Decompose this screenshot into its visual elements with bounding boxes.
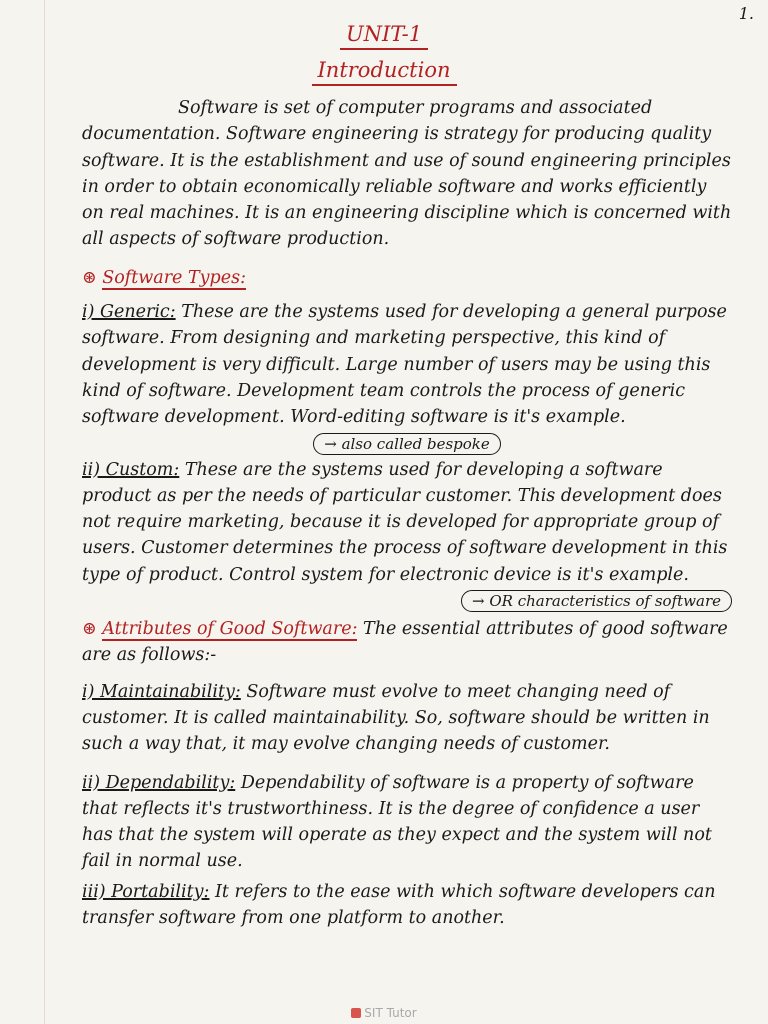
dependability-paragraph bbox=[82, 770, 732, 875]
margin-line bbox=[44, 0, 45, 1024]
custom-label: ii) Custom: bbox=[82, 459, 180, 480]
generic-label: i) Generic: bbox=[82, 302, 176, 323]
page-number: 1. bbox=[738, 4, 754, 23]
generic-paragraph bbox=[82, 299, 732, 430]
attributes-intro: The essential attributes of good software are as follows:- bbox=[82, 619, 728, 666]
maintainability-paragraph bbox=[82, 679, 732, 758]
portability-label: iii) Portability: bbox=[82, 881, 210, 902]
dependability-label: ii) Dependability: bbox=[82, 772, 236, 793]
maintainability-label: i) Maintainability: bbox=[82, 681, 241, 702]
generic-text: These are the systems used for developing a general purpose software. From designing and marketing perspective, this kind of development is very difficult. Large number of users may be using this kind of software. Development team controls the process of generic software development. Word-editing software is it's example. bbox=[82, 302, 727, 428]
portability-text: It refers to the ease with which software developers can transfer software from one platform to another. bbox=[82, 881, 716, 929]
attributes-paragraph bbox=[82, 616, 732, 669]
notes-body bbox=[82, 95, 732, 931]
note-characteristics: → OR characteristics of software bbox=[461, 590, 732, 612]
unit-title: UNIT-1 bbox=[0, 22, 768, 46]
bullet-icon: ⊛ bbox=[82, 267, 97, 288]
note-bespoke: → also called bespoke bbox=[313, 433, 501, 455]
custom-paragraph bbox=[82, 457, 732, 588]
note-row bbox=[82, 588, 732, 610]
maintainability-text: Software must evolve to meet changing need of customer. It is called maintainability. So, software should be written in such a way that, it may evolve changing needs of customer. bbox=[82, 681, 710, 755]
note-row bbox=[82, 431, 732, 453]
intro-paragraph: Software is set of computer programs and associated documentation. Software engineering is strategy for producing quality software. It is the establishment and use of sound engineering principles in order to obtain economically reliable software and works efficiently on real machines. It is an engineering discipline which is concerned with all aspects of software production. bbox=[82, 98, 732, 250]
dependability-text: Dependability of software is a property of software that reflects it's trustworthiness. It is the degree of confidence a user has that the system will operate as they expect and the system will not fail in normal use. bbox=[82, 772, 712, 872]
bullet-icon: ⊛ bbox=[82, 619, 97, 640]
portability-paragraph bbox=[82, 879, 732, 932]
attributes-heading: ⊛ Attributes of Good Software: bbox=[82, 619, 358, 640]
software-types-heading: ⊛ Software Types: bbox=[82, 267, 246, 288]
intro-title: Introduction bbox=[0, 58, 768, 82]
custom-text: These are the systems used for developing a software product as per the needs of particular customer. This development does not require marketing, because it is developed for appropriate group of users. Customer determines the process of software development in this type of product. Control system for electronic device is it's example. bbox=[82, 459, 728, 585]
brand-logo-icon bbox=[351, 1008, 361, 1018]
footer-watermark: SIT Tutor bbox=[0, 1006, 768, 1020]
